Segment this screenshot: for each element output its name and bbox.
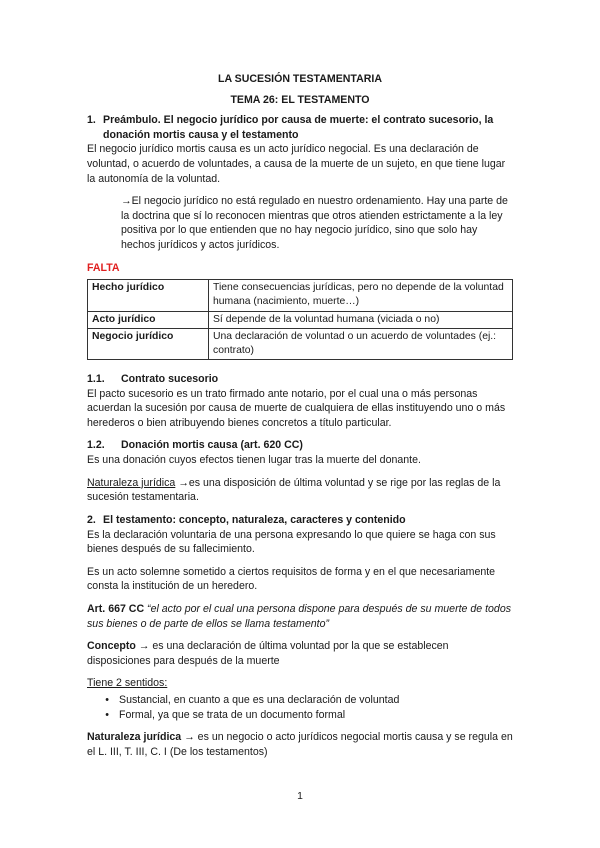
- nature-text: → es un negocio o acto jurídicos negocial mortis causa y se regula en el L. III, T. III, C. I (De los testamentos): [87, 731, 513, 758]
- section-2-number: 2.: [87, 513, 96, 526]
- list-item-text: Sustancial, en cuanto a que es una declaración de voluntad: [119, 693, 400, 706]
- table-term: Negocio jurídico: [88, 328, 209, 359]
- falta-label: FALTA: [87, 261, 120, 274]
- section-1-2-heading-text: Donación mortis causa (art. 620 CC): [121, 439, 303, 452]
- section-1-1-paragraph: El pacto sucesorio es un trato firmado ante notario, por el cual una o más personas acuerdan la sucesión por causa de muerte de cualquiera de ellas instituyendo uno o más herederos o bien atribuyendo bienes concretos a título particular.: [87, 387, 506, 429]
- section-1-paragraph: El negocio jurídico mortis causa es un acto jurídico negocial. Es una declaración de voluntad, o acuerdo de voluntades, a causa de la muerte de un sujeto, en que tiene lugar la autonomía de la voluntad.: [87, 143, 506, 185]
- section-2-paragraph-1: Es la declaración voluntaria de una persona expresando lo que quiere se haga con sus bienes después de su fallecimiento.: [87, 528, 496, 556]
- table-row: [88, 311, 513, 328]
- list-item-text: Formal, ya que se trata de un documento formal: [119, 708, 346, 721]
- section-1-1-number: 1.1.: [87, 373, 105, 386]
- article-text: “el acto por el cual una persona dispone para después de su muerte de todos sus bienes o de parte de ellos se llama testamento”: [87, 602, 512, 630]
- section-2-heading: [87, 513, 513, 528]
- section-1-1-heading-text: Contrato sucesorio: [121, 373, 219, 386]
- bullet-icon: •: [105, 693, 109, 706]
- document-title: LA SUCESIÓN TESTAMENTARIA: [217, 73, 382, 85]
- legal-terms-table: [87, 279, 513, 360]
- table-term: Acto jurídico: [88, 311, 209, 328]
- bullet-icon: •: [105, 708, 109, 721]
- concept-label: Concepto: [87, 640, 136, 653]
- list-item: [87, 708, 513, 723]
- nature-label: Naturaleza jurídica: [87, 476, 176, 489]
- section-2-paragraph-2: Es un acto solemne sometido a ciertos requisitos de forma y en el que necesariamente consta la institución de un heredero.: [87, 565, 496, 593]
- section-1-2-heading: [87, 438, 513, 453]
- section-1-2-nature: [87, 476, 513, 505]
- section-1-note: →El negocio jurídico no está regulado en nuestro ordenamiento. Hay una parte de la doctrina que sí lo reconocen mientras que otros atienden estrictamente a la ley positiva por lo que entienden que no hay negocio jurídico, sino que solo hay hechos jurídicos y actos jurídicos.: [121, 195, 508, 252]
- section-1-heading: [87, 113, 513, 142]
- senses-list: [87, 693, 513, 722]
- concept-text: → es una declaración de última voluntad por la que se establecen disposiciones para después de la muerte: [87, 640, 449, 667]
- list-item: [87, 693, 513, 708]
- section-2-heading-text: El testamento: concepto, naturaleza, caracteres y contenido: [103, 513, 406, 526]
- nature-label: Naturaleza jurídica: [87, 731, 182, 744]
- concept-paragraph: [87, 639, 513, 668]
- section-1-2-number: 1.2.: [87, 439, 105, 452]
- section-1-1-heading: [87, 372, 513, 387]
- table-term: Hecho jurídico: [88, 280, 209, 311]
- nature-text: →es una disposición de última voluntad y se rige por las reglas de la sucesión testamentaria.: [87, 476, 501, 504]
- table-row: [88, 328, 513, 359]
- article-667-quote: [87, 602, 513, 631]
- table-definition: Una declaración de voluntad o un acuerdo de voluntades (ej.: contrato): [209, 328, 513, 359]
- table-definition: Sí depende de la voluntad humana (viciada o no): [209, 311, 513, 328]
- section-1-2-paragraph: Es una donación cuyos efectos tienen lugar tras la muerte del donante.: [87, 454, 421, 467]
- page-number: 1: [297, 791, 303, 802]
- article-label: Art. 667 CC: [87, 602, 145, 615]
- document-subtitle: TEMA 26: EL TESTAMENTO: [230, 93, 370, 106]
- section-1-number: 1.: [87, 114, 96, 127]
- senses-label: Tiene 2 sentidos:: [87, 677, 168, 690]
- table-definition: Tiene consecuencias jurídicas, pero no depende de la voluntad humana (nacimiento, muerte…): [209, 280, 513, 311]
- section-2-nature: [87, 730, 513, 759]
- document-page: [87, 72, 513, 759]
- table-row: [88, 280, 513, 311]
- section-1-heading-text: Preámbulo. El negocio jurídico por causa de muerte: el contrato sucesorio, la donación mortis causa y el testamento: [103, 114, 494, 141]
